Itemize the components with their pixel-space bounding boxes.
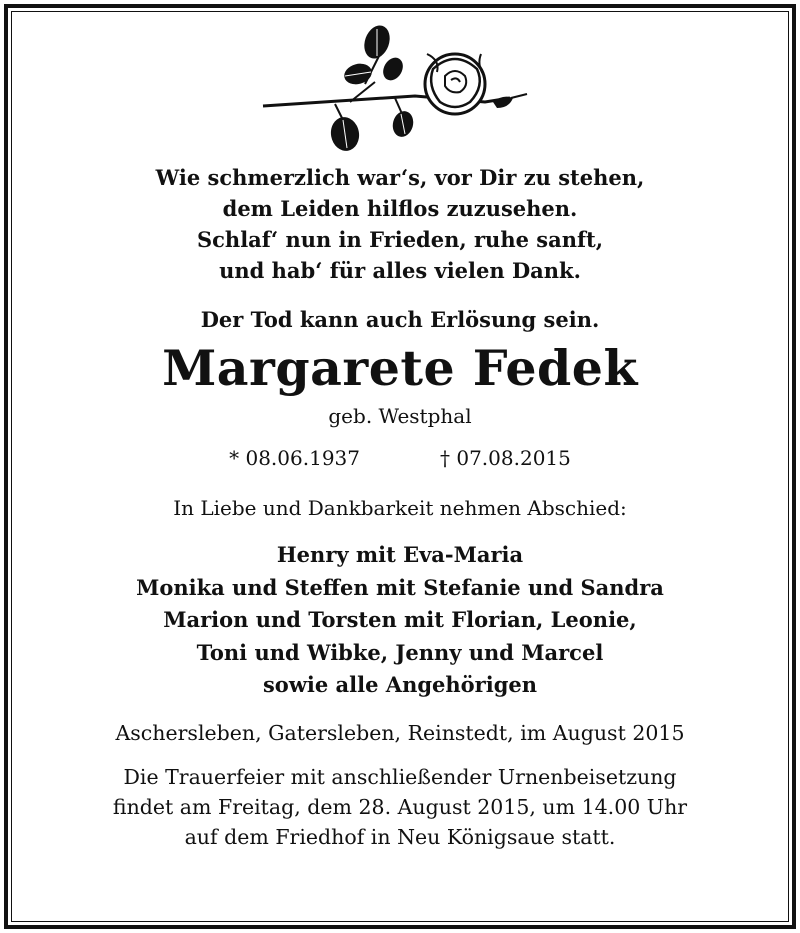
funeral-details (12, 762, 788, 852)
death-date: † 07.08.2015 (440, 446, 571, 470)
maiden-name: geb. Westphal (328, 404, 472, 428)
mourners-line: Monika und Steffen mit Stefanie und Sandra (136, 574, 664, 600)
farewell-intro: In Liebe und Dankbarkeit nehmen Abschied: (173, 496, 627, 520)
mourners-line: Toni und Wibke, Jenny und Marcel (196, 639, 604, 665)
funeral-line: auf dem Friedhof in Neu Königsaue statt. (184, 824, 616, 849)
life-dates (12, 443, 788, 473)
poem (12, 162, 788, 286)
motto: Der Tod kann auch Erlösung sein. (200, 307, 600, 332)
rose-branch-icon (255, 24, 545, 154)
obituary-notice (12, 12, 788, 852)
funeral-line: Die Trauerfeier mit anschließender Urnenbeisetzung (123, 764, 677, 789)
poem-line: Schlaf‘ nun in Frieden, ruhe sanft, (196, 227, 604, 252)
mourners-line: Marion und Torsten mit Florian, Leonie, (163, 607, 637, 632)
funeral-line: findet am Freitag, dem 28. August 2015, um 14.00 Uhr (112, 794, 688, 819)
deceased-name: Margarete Fedek (162, 339, 638, 397)
mourners-line: Henry mit Eva-Maria (276, 542, 524, 567)
place-and-date: Aschersleben, Gatersleben, Reinstedt, im August 2015 (115, 720, 685, 745)
poem-line: und hab‘ für alles vielen Dank. (219, 258, 581, 283)
poem-line: dem Leiden hilflos zuzusehen. (222, 196, 578, 221)
poem-line: Wie schmerzlich war‘s, vor Dir zu stehen, (155, 165, 645, 190)
mourners-line: sowie alle Angehörigen (262, 672, 538, 697)
mourners-list (12, 539, 788, 702)
birth-date: * 08.06.1937 (229, 446, 360, 470)
